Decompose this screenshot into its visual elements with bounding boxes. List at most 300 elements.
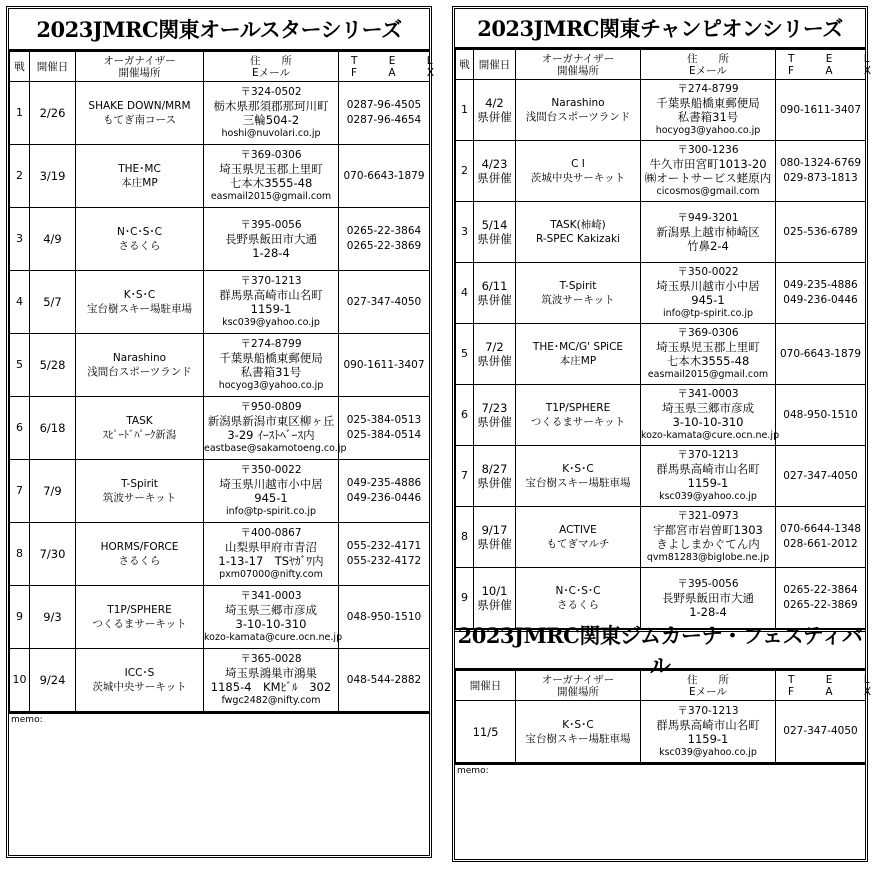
organizer-name: SHAKE DOWN/MRM bbox=[88, 100, 191, 112]
tel-number: 048-544-2882 bbox=[346, 673, 422, 686]
phone-cell bbox=[776, 507, 866, 568]
postal-code: 〒370-1213 bbox=[240, 275, 302, 287]
date-cell bbox=[474, 446, 516, 507]
email-address: easmail2015@gmail.com bbox=[210, 191, 332, 202]
table-row bbox=[10, 145, 430, 208]
header-email-label: Eメール bbox=[689, 685, 727, 698]
phone-cell bbox=[339, 397, 430, 460]
tel-number: 048-950-1510 bbox=[346, 610, 422, 623]
email-address: ksc039@yahoo.co.jp bbox=[222, 317, 320, 328]
address-cell bbox=[204, 208, 339, 271]
email-address: ksc039@yahoo.co.jp bbox=[659, 746, 757, 758]
postal-code: 〒395-0056 bbox=[240, 219, 302, 231]
prefecture-cohost-badge: 県併催 bbox=[477, 537, 512, 551]
table-row bbox=[10, 208, 430, 271]
organizer-cell bbox=[516, 263, 641, 324]
address-line-2: 1-28-4 bbox=[689, 605, 727, 619]
organizer-cell bbox=[76, 397, 204, 460]
phone-cell bbox=[776, 202, 866, 263]
venue-name: 筑波サーキット bbox=[102, 492, 177, 504]
header-organizer-label: オーガナイザー bbox=[103, 54, 176, 67]
venue-name: ｽﾋﾟｰﾄﾞﾊﾟｰｸ新潟 bbox=[102, 429, 177, 441]
fax-number: 0265-22-3869 bbox=[783, 599, 858, 611]
prefecture-cohost-badge: 県併催 bbox=[477, 110, 512, 124]
date-cell bbox=[474, 263, 516, 324]
date-cell bbox=[30, 460, 76, 523]
postal-code: 〒324-0502 bbox=[240, 86, 302, 98]
address-cell bbox=[641, 80, 776, 141]
organizer-name: N･C･S･C bbox=[555, 585, 601, 597]
event-date: 6/11 bbox=[481, 279, 508, 293]
phone-cell bbox=[776, 141, 866, 202]
header-round: 戦 bbox=[10, 52, 30, 82]
venue-name: 本庄MP bbox=[559, 355, 597, 367]
table-row bbox=[456, 80, 866, 141]
header-date: 開催日 bbox=[456, 671, 516, 701]
round-number: 8 bbox=[10, 523, 30, 586]
organizer-name: Narashino bbox=[112, 352, 167, 364]
fax-number: 025-384-0514 bbox=[346, 429, 422, 441]
organizer-cell bbox=[76, 271, 204, 334]
phone-cell bbox=[339, 460, 430, 523]
gymkhana-row bbox=[456, 701, 866, 763]
table-row bbox=[456, 324, 866, 385]
email-address: info@tp-spirit.co.jp bbox=[226, 506, 316, 517]
header-fax-label: F A X bbox=[351, 66, 449, 79]
postal-code: 〒300-1236 bbox=[677, 144, 739, 156]
postal-code: 〒341-0003 bbox=[677, 388, 739, 400]
organizer-name: THE･MC/G' SPiCE bbox=[532, 341, 624, 353]
header-address bbox=[641, 50, 776, 80]
venue-name: つくるまサーキット bbox=[530, 416, 626, 428]
round-number: 2 bbox=[10, 145, 30, 208]
date-cell bbox=[30, 82, 76, 145]
gymkhana-table bbox=[455, 670, 885, 763]
fax-number: 049-236-0446 bbox=[346, 492, 422, 504]
prefecture-cohost-badge: 県併催 bbox=[477, 293, 512, 307]
address-line-1: 埼玉県鴻巣市鴻巣 bbox=[225, 666, 317, 680]
email-address: ksc039@yahoo.co.jp bbox=[659, 491, 757, 502]
address-cell bbox=[204, 460, 339, 523]
date-cell bbox=[30, 271, 76, 334]
address-line-1: 千葉県船橋東郵便局 bbox=[219, 351, 323, 365]
address-line-2: 1159-1 bbox=[687, 731, 729, 746]
organizer-cell bbox=[76, 460, 204, 523]
venue-name: 浅間台スポーツランド bbox=[87, 366, 192, 378]
organizer-cell bbox=[516, 324, 641, 385]
phone-cell bbox=[339, 523, 430, 586]
header-tel-label: T E L bbox=[788, 673, 884, 686]
round-number: 1 bbox=[10, 82, 30, 145]
event-date: 8/27 bbox=[481, 462, 508, 476]
postal-code: 〒274-8799 bbox=[240, 338, 302, 350]
header-organizer-label: オーガナイザー bbox=[541, 52, 615, 65]
event-date: 9/17 bbox=[481, 523, 508, 537]
address-cell bbox=[641, 446, 776, 507]
gymkhana-memo: memo: bbox=[455, 763, 865, 855]
tel-number: 0287-96-4505 bbox=[346, 99, 422, 111]
address-cell bbox=[204, 649, 339, 712]
address-line-2: 1185-4 KMﾋﾞﾙ 302 bbox=[210, 680, 332, 694]
date-cell bbox=[30, 208, 76, 271]
table-row bbox=[10, 586, 430, 649]
round-number: 1 bbox=[456, 80, 474, 141]
address-line-1: 山梨県甲府市青沼 bbox=[225, 540, 317, 554]
round-number: 2 bbox=[456, 141, 474, 202]
event-date: 4/9 bbox=[43, 232, 62, 246]
venue-name: もてぎマルチ bbox=[546, 538, 610, 550]
phone-cell bbox=[339, 145, 430, 208]
table-row bbox=[456, 202, 866, 263]
address-cell bbox=[641, 141, 776, 202]
email-address: fwgc2482@nifty.com bbox=[221, 695, 321, 706]
tel-number: 049-235-4886 bbox=[783, 279, 858, 291]
address-cell bbox=[204, 82, 339, 145]
address-line-1: 埼玉県川越市小中居 bbox=[656, 279, 760, 293]
address-line-2: 1-13-17 TSﾔｶﾞﾜ内 bbox=[218, 554, 324, 568]
organizer-name: T-Spirit bbox=[559, 280, 597, 292]
address-line-1: 群馬県高崎市山名町 bbox=[219, 288, 323, 302]
venue-name: 浅間台スポーツランド bbox=[525, 111, 631, 123]
event-date: 5/14 bbox=[481, 218, 508, 232]
email-address: qvm81283@biglobe.ne.jp bbox=[646, 552, 770, 563]
champion-panel bbox=[452, 6, 885, 862]
header-organizer bbox=[76, 52, 204, 82]
round-number: 7 bbox=[10, 460, 30, 523]
round-number: 5 bbox=[10, 334, 30, 397]
tel-number: 0265-22-3864 bbox=[783, 584, 858, 596]
date-cell bbox=[474, 80, 516, 141]
round-number: 3 bbox=[10, 208, 30, 271]
table-row bbox=[10, 397, 430, 460]
allstar-table bbox=[9, 51, 449, 712]
address-line-1: 栃木県那須郡那珂川町 bbox=[213, 99, 329, 113]
venue-name: つくるまサーキット bbox=[92, 618, 187, 630]
phone-cell bbox=[339, 271, 430, 334]
header-tel bbox=[339, 52, 449, 82]
phone-cell bbox=[776, 263, 866, 324]
date-cell bbox=[30, 523, 76, 586]
address-line-2: 1159-1 bbox=[687, 476, 729, 490]
fax-number: 0287-96-4654 bbox=[346, 114, 422, 126]
address-line-1: 埼玉県川越市小中居 bbox=[219, 477, 323, 491]
date-cell bbox=[474, 324, 516, 385]
postal-code: 〒369-0306 bbox=[240, 149, 302, 161]
postal-code: 〒950-0809 bbox=[240, 401, 302, 413]
table-row bbox=[456, 507, 866, 568]
header-fax-label: F A X bbox=[788, 685, 885, 698]
address-line-2: 七本木3555-48 bbox=[666, 354, 750, 368]
event-date: 4/23 bbox=[481, 157, 508, 171]
header-address bbox=[204, 52, 339, 82]
header-round: 戦 bbox=[456, 50, 474, 80]
header-venue-label: 開催場所 bbox=[557, 64, 599, 77]
email-address: cicosmos@gmail.com bbox=[656, 186, 760, 197]
event-date: 5/7 bbox=[43, 295, 62, 309]
header-email-label: Eメール bbox=[252, 66, 290, 79]
address-cell bbox=[204, 334, 339, 397]
event-date: 10/1 bbox=[481, 584, 508, 598]
email-address: eastbase@sakamotoeng.co.jp bbox=[204, 443, 347, 454]
address-line-1: 群馬県高崎市山名町 bbox=[656, 717, 760, 732]
venue-name: 宝台樹スキー場駐車場 bbox=[525, 477, 631, 489]
postal-code: 〒370-1213 bbox=[677, 704, 739, 717]
organizer-name: T1P/SPHERE bbox=[107, 604, 172, 616]
header-venue-label: 開催場所 bbox=[118, 66, 161, 79]
header-tel bbox=[776, 50, 885, 80]
email-address: info@tp-spirit.co.jp bbox=[663, 308, 753, 319]
champion-header-row bbox=[456, 50, 866, 80]
address-line-2: ㈱オートサービス蛯原内 bbox=[644, 171, 772, 185]
header-tel-label: T E L bbox=[351, 54, 447, 67]
organizer-name: C I bbox=[571, 158, 585, 170]
header-venue-label: 開催場所 bbox=[557, 685, 599, 698]
tel-number: 0265-22-3864 bbox=[346, 225, 422, 237]
fax-number: 049-236-0446 bbox=[783, 294, 858, 306]
date-cell bbox=[474, 385, 516, 446]
address-cell bbox=[204, 397, 347, 460]
venue-name: 茨城中央サーキット bbox=[92, 681, 187, 693]
event-date: 7/30 bbox=[39, 547, 66, 561]
prefecture-cohost-badge: 県併催 bbox=[477, 354, 512, 368]
address-line-1: 牛久市田宮町1013-20 bbox=[649, 157, 767, 171]
header-email-label: Eメール bbox=[689, 64, 727, 77]
date-cell bbox=[30, 649, 76, 712]
tel-number: 049-235-4886 bbox=[346, 477, 422, 489]
organizer-name: HORMS/FORCE bbox=[100, 541, 179, 553]
allstar-header-row bbox=[10, 52, 430, 82]
allstar-panel bbox=[6, 6, 449, 858]
address-cell bbox=[641, 324, 776, 385]
tel-number: 055-232-4171 bbox=[346, 540, 422, 552]
header-date: 開催日 bbox=[30, 52, 76, 82]
address-line-1: 埼玉県三郷市彦成 bbox=[662, 401, 754, 415]
address-line-1: 長野県飯田市大通 bbox=[225, 232, 317, 246]
email-address: hocyog3@yahoo.co.jp bbox=[655, 125, 761, 136]
header-organizer bbox=[516, 50, 641, 80]
address-line-2: 私書箱31号 bbox=[240, 365, 302, 379]
event-date: 6/18 bbox=[39, 421, 66, 435]
phone-cell bbox=[339, 649, 430, 712]
organizer-name: K･S･C bbox=[123, 289, 156, 301]
address-line-2: 1-28-4 bbox=[252, 246, 290, 260]
address-line-2: 945-1 bbox=[691, 293, 725, 307]
fax-number: 028-661-2012 bbox=[783, 538, 858, 550]
tel-number: 070-6643-1879 bbox=[343, 169, 425, 182]
table-row bbox=[10, 334, 430, 397]
venue-name: さるくら bbox=[118, 240, 161, 252]
round-number: 9 bbox=[456, 568, 474, 629]
organizer-cell bbox=[76, 586, 204, 649]
address-line-2: 私書箱31号 bbox=[677, 110, 739, 124]
tel-number: 027-347-4050 bbox=[783, 725, 858, 737]
address-line-1: 新潟県新潟市東区柳ヶ丘 bbox=[207, 414, 335, 428]
address-line-2: 3-29 ｲｰｽﾄﾍﾞｰｽ内 bbox=[227, 428, 315, 442]
venue-name: さるくら bbox=[557, 599, 599, 611]
address-cell bbox=[204, 271, 339, 334]
champion-table bbox=[455, 49, 885, 629]
round-number: 6 bbox=[10, 397, 30, 460]
address-line-2: 七本木3555-48 bbox=[229, 176, 313, 190]
tel-number: 025-536-6789 bbox=[783, 225, 858, 238]
address-line-2: 945-1 bbox=[254, 491, 288, 505]
prefecture-cohost-badge: 県併催 bbox=[477, 171, 512, 185]
organizer-cell bbox=[76, 523, 204, 586]
table-row bbox=[456, 263, 866, 324]
round-number: 3 bbox=[456, 202, 474, 263]
address-line-2: きよしまかぐてん内 bbox=[656, 537, 760, 551]
phone-cell bbox=[339, 82, 430, 145]
prefecture-cohost-badge: 県併催 bbox=[477, 476, 512, 490]
tel-number: 027-347-4050 bbox=[346, 295, 422, 308]
address-cell bbox=[204, 145, 339, 208]
tel-number: 027-347-4050 bbox=[783, 469, 858, 482]
organizer-name: THE･MC bbox=[118, 163, 161, 175]
organizer-name: N･C･S･C bbox=[117, 226, 162, 238]
allstar-title: 2023JMRC関東オールスターシリーズ bbox=[9, 9, 429, 51]
address-cell bbox=[641, 263, 776, 324]
email-address: easmail2015@gmail.com bbox=[647, 369, 769, 380]
organizer-cell bbox=[76, 334, 204, 397]
email-address: pxm07000@nifty.com bbox=[219, 569, 323, 580]
event-date: 4/2 bbox=[485, 96, 504, 110]
prefecture-cohost-badge: 県併催 bbox=[477, 415, 512, 429]
header-tel bbox=[776, 671, 885, 701]
event-date: 7/9 bbox=[43, 484, 62, 498]
address-cell bbox=[641, 202, 776, 263]
address-line-2: 竹鼻2-4 bbox=[687, 239, 729, 253]
organizer-cell bbox=[516, 141, 641, 202]
round-number: 10 bbox=[10, 649, 30, 712]
email-address: kozo-kamata@cure.ocn.ne.jp bbox=[204, 632, 343, 643]
round-number: 7 bbox=[456, 446, 474, 507]
organizer-name: TASK bbox=[126, 415, 153, 427]
event-date: 11/5 bbox=[456, 701, 516, 763]
champion-title: 2023JMRC関東チャンピオンシリーズ bbox=[455, 9, 865, 49]
fax-number: 0265-22-3869 bbox=[346, 240, 422, 252]
address-line-1: 千葉県船橋東郵便局 bbox=[656, 96, 760, 110]
table-row bbox=[10, 82, 430, 145]
round-number: 5 bbox=[456, 324, 474, 385]
postal-code: 〒350-0022 bbox=[240, 464, 302, 476]
address-cell bbox=[204, 586, 343, 649]
tel-number: 070-6644-1348 bbox=[779, 523, 862, 535]
table-row bbox=[10, 271, 430, 334]
organizer-name: T-Spirit bbox=[121, 478, 158, 490]
event-date: 7/23 bbox=[481, 401, 508, 415]
event-date: 7/2 bbox=[485, 340, 504, 354]
tel-number: 025-384-0513 bbox=[346, 414, 422, 426]
address-line-1: 宇都宮市岩曽町1303 bbox=[653, 523, 763, 537]
phone-cell bbox=[776, 701, 866, 763]
postal-code: 〒400-0867 bbox=[240, 527, 302, 539]
event-date: 3/19 bbox=[39, 169, 66, 183]
event-date: 9/3 bbox=[43, 610, 62, 624]
round-number: 4 bbox=[456, 263, 474, 324]
postal-code: 〒341-0003 bbox=[240, 590, 302, 602]
address-line-1: 埼玉県三郷市彦成 bbox=[225, 603, 317, 617]
header-tel-label: T E L bbox=[788, 52, 884, 65]
prefecture-cohost-badge: 県併催 bbox=[477, 598, 512, 612]
postal-code: 〒369-0306 bbox=[677, 327, 739, 339]
round-number: 9 bbox=[10, 586, 30, 649]
date-cell bbox=[474, 202, 516, 263]
champion-body bbox=[456, 80, 866, 629]
address-cell bbox=[641, 507, 776, 568]
date-cell bbox=[30, 334, 76, 397]
date-cell bbox=[474, 507, 516, 568]
date-cell bbox=[474, 141, 516, 202]
venue-name: もてぎ南コース bbox=[103, 114, 176, 126]
organizer-cell bbox=[516, 385, 641, 446]
venue-name: さるくら bbox=[118, 555, 161, 567]
header-fax-label: F A X bbox=[788, 64, 885, 77]
table-row bbox=[10, 523, 430, 586]
phone-cell bbox=[339, 334, 430, 397]
postal-code: 〒350-0022 bbox=[677, 266, 739, 278]
organizer-cell bbox=[76, 208, 204, 271]
address-cell bbox=[204, 523, 339, 586]
postal-code: 〒395-0056 bbox=[677, 578, 739, 590]
event-date: 5/28 bbox=[39, 358, 66, 372]
address-line-2: 3-10-10-310 bbox=[672, 415, 744, 429]
organizer-name: Narashino bbox=[551, 97, 605, 109]
date-cell bbox=[30, 397, 76, 460]
round-number: 4 bbox=[10, 271, 30, 334]
postal-code: 〒370-1213 bbox=[677, 449, 739, 461]
allstar-body bbox=[10, 82, 430, 712]
email-address: kozo-kamata@cure.ocn.ne.jp bbox=[641, 430, 780, 441]
organizer-cell bbox=[76, 82, 204, 145]
organizer-cell bbox=[516, 80, 641, 141]
organizer-name: ACTIVE bbox=[559, 524, 597, 536]
header-address-label: 住 所 bbox=[687, 673, 729, 686]
header-organizer-label: オーガナイザー bbox=[541, 673, 615, 686]
address-line-2: 3-10-10-310 bbox=[235, 617, 307, 631]
tel-number: 090-1611-3407 bbox=[343, 358, 425, 371]
venue-name: 宝台樹スキー場駐車場 bbox=[87, 303, 192, 315]
address-line-1: 埼玉県児玉郡上里町 bbox=[656, 340, 760, 354]
postal-code: 〒321-0973 bbox=[677, 510, 739, 522]
venue-name: 筑波サーキット bbox=[541, 294, 615, 306]
phone-cell bbox=[776, 324, 866, 385]
phone-cell bbox=[339, 586, 430, 649]
round-number: 6 bbox=[456, 385, 474, 446]
email-address: hoshi@nuvolari.co.jp bbox=[221, 128, 321, 139]
address-line-1: 長野県飯田市大通 bbox=[662, 591, 754, 605]
venue-name: 茨城中央サーキット bbox=[530, 172, 626, 184]
table-row bbox=[10, 649, 430, 712]
tel-number: 048-950-1510 bbox=[783, 408, 858, 421]
postal-code: 〒949-3201 bbox=[677, 212, 739, 224]
phone-cell bbox=[776, 80, 866, 141]
allstar-memo: memo: bbox=[9, 712, 429, 858]
venue-name: R-SPEC Kakizaki bbox=[535, 233, 621, 245]
organizer-cell bbox=[516, 507, 641, 568]
organizer-name: T1P/SPHERE bbox=[545, 402, 611, 414]
table-row bbox=[10, 460, 430, 523]
postal-code: 〒274-8799 bbox=[677, 83, 739, 95]
gymkhana-title: 2023JMRC関東ジムカーナ・フェスティバル bbox=[455, 632, 865, 670]
venue-name: 本庄MP bbox=[121, 177, 158, 189]
organizer-cell bbox=[516, 701, 641, 763]
event-date: 2/26 bbox=[39, 106, 66, 120]
organizer-name: K･S･C bbox=[562, 718, 594, 731]
organizer-cell bbox=[76, 145, 204, 208]
date-cell bbox=[30, 586, 76, 649]
address-cell bbox=[641, 701, 776, 763]
address-line-2: 1159-1 bbox=[250, 302, 292, 316]
